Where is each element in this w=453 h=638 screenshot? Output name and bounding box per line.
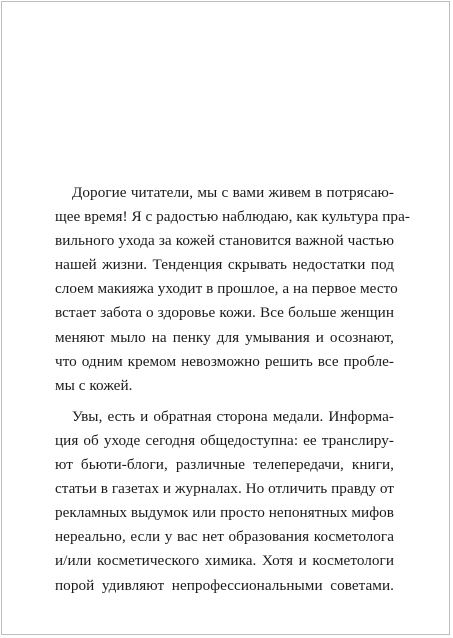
paragraph-1 <box>55 181 410 398</box>
text-line: встает забота о здоровье кожи. Все больше женщин <box>55 304 394 322</box>
text-line: мы с кожей. <box>55 376 133 394</box>
text-line: меняют мыло на пенку для умывания и осознают, <box>55 328 394 346</box>
text-line: статьи в газетах и журналах. Но отличить правду от <box>55 480 394 498</box>
text-line: порой удивляют непрофессиональными советами. <box>55 576 394 594</box>
text-line: Увы, есть и обратная сторона медали. Информа- <box>72 407 394 425</box>
text-line: нашей жизни. Тенденция скрывать недостатки под <box>55 256 394 274</box>
text-line: вильного ухода за кожей становится важной частью <box>55 232 394 250</box>
text-line: ют бьюти-блоги, различные телепередачи, книги, <box>55 456 394 474</box>
text-line: рекламных выдумок или просто непонятных мифов <box>55 504 394 522</box>
text-line: нереально, если у вас нет образования косметолога <box>55 528 394 546</box>
paragraph-2 <box>55 405 394 598</box>
text-line: ция об уходе сегодня общедоступна: ее транслиру- <box>55 431 394 449</box>
text-line: слоем макияжа уходит в прошлое, а на первое место <box>55 280 398 298</box>
text-line: Дорогие читатели, мы с вами живем в потрясаю- <box>72 184 394 201</box>
text-line: и/или косметического химика. Хотя и косметологи <box>55 552 394 570</box>
text-line: что одним кремом невозможно решить все пробле- <box>55 352 394 370</box>
body-text <box>55 181 410 598</box>
text-line: щее время! Я с радостью наблюдаю, как культура пра- <box>55 208 410 226</box>
